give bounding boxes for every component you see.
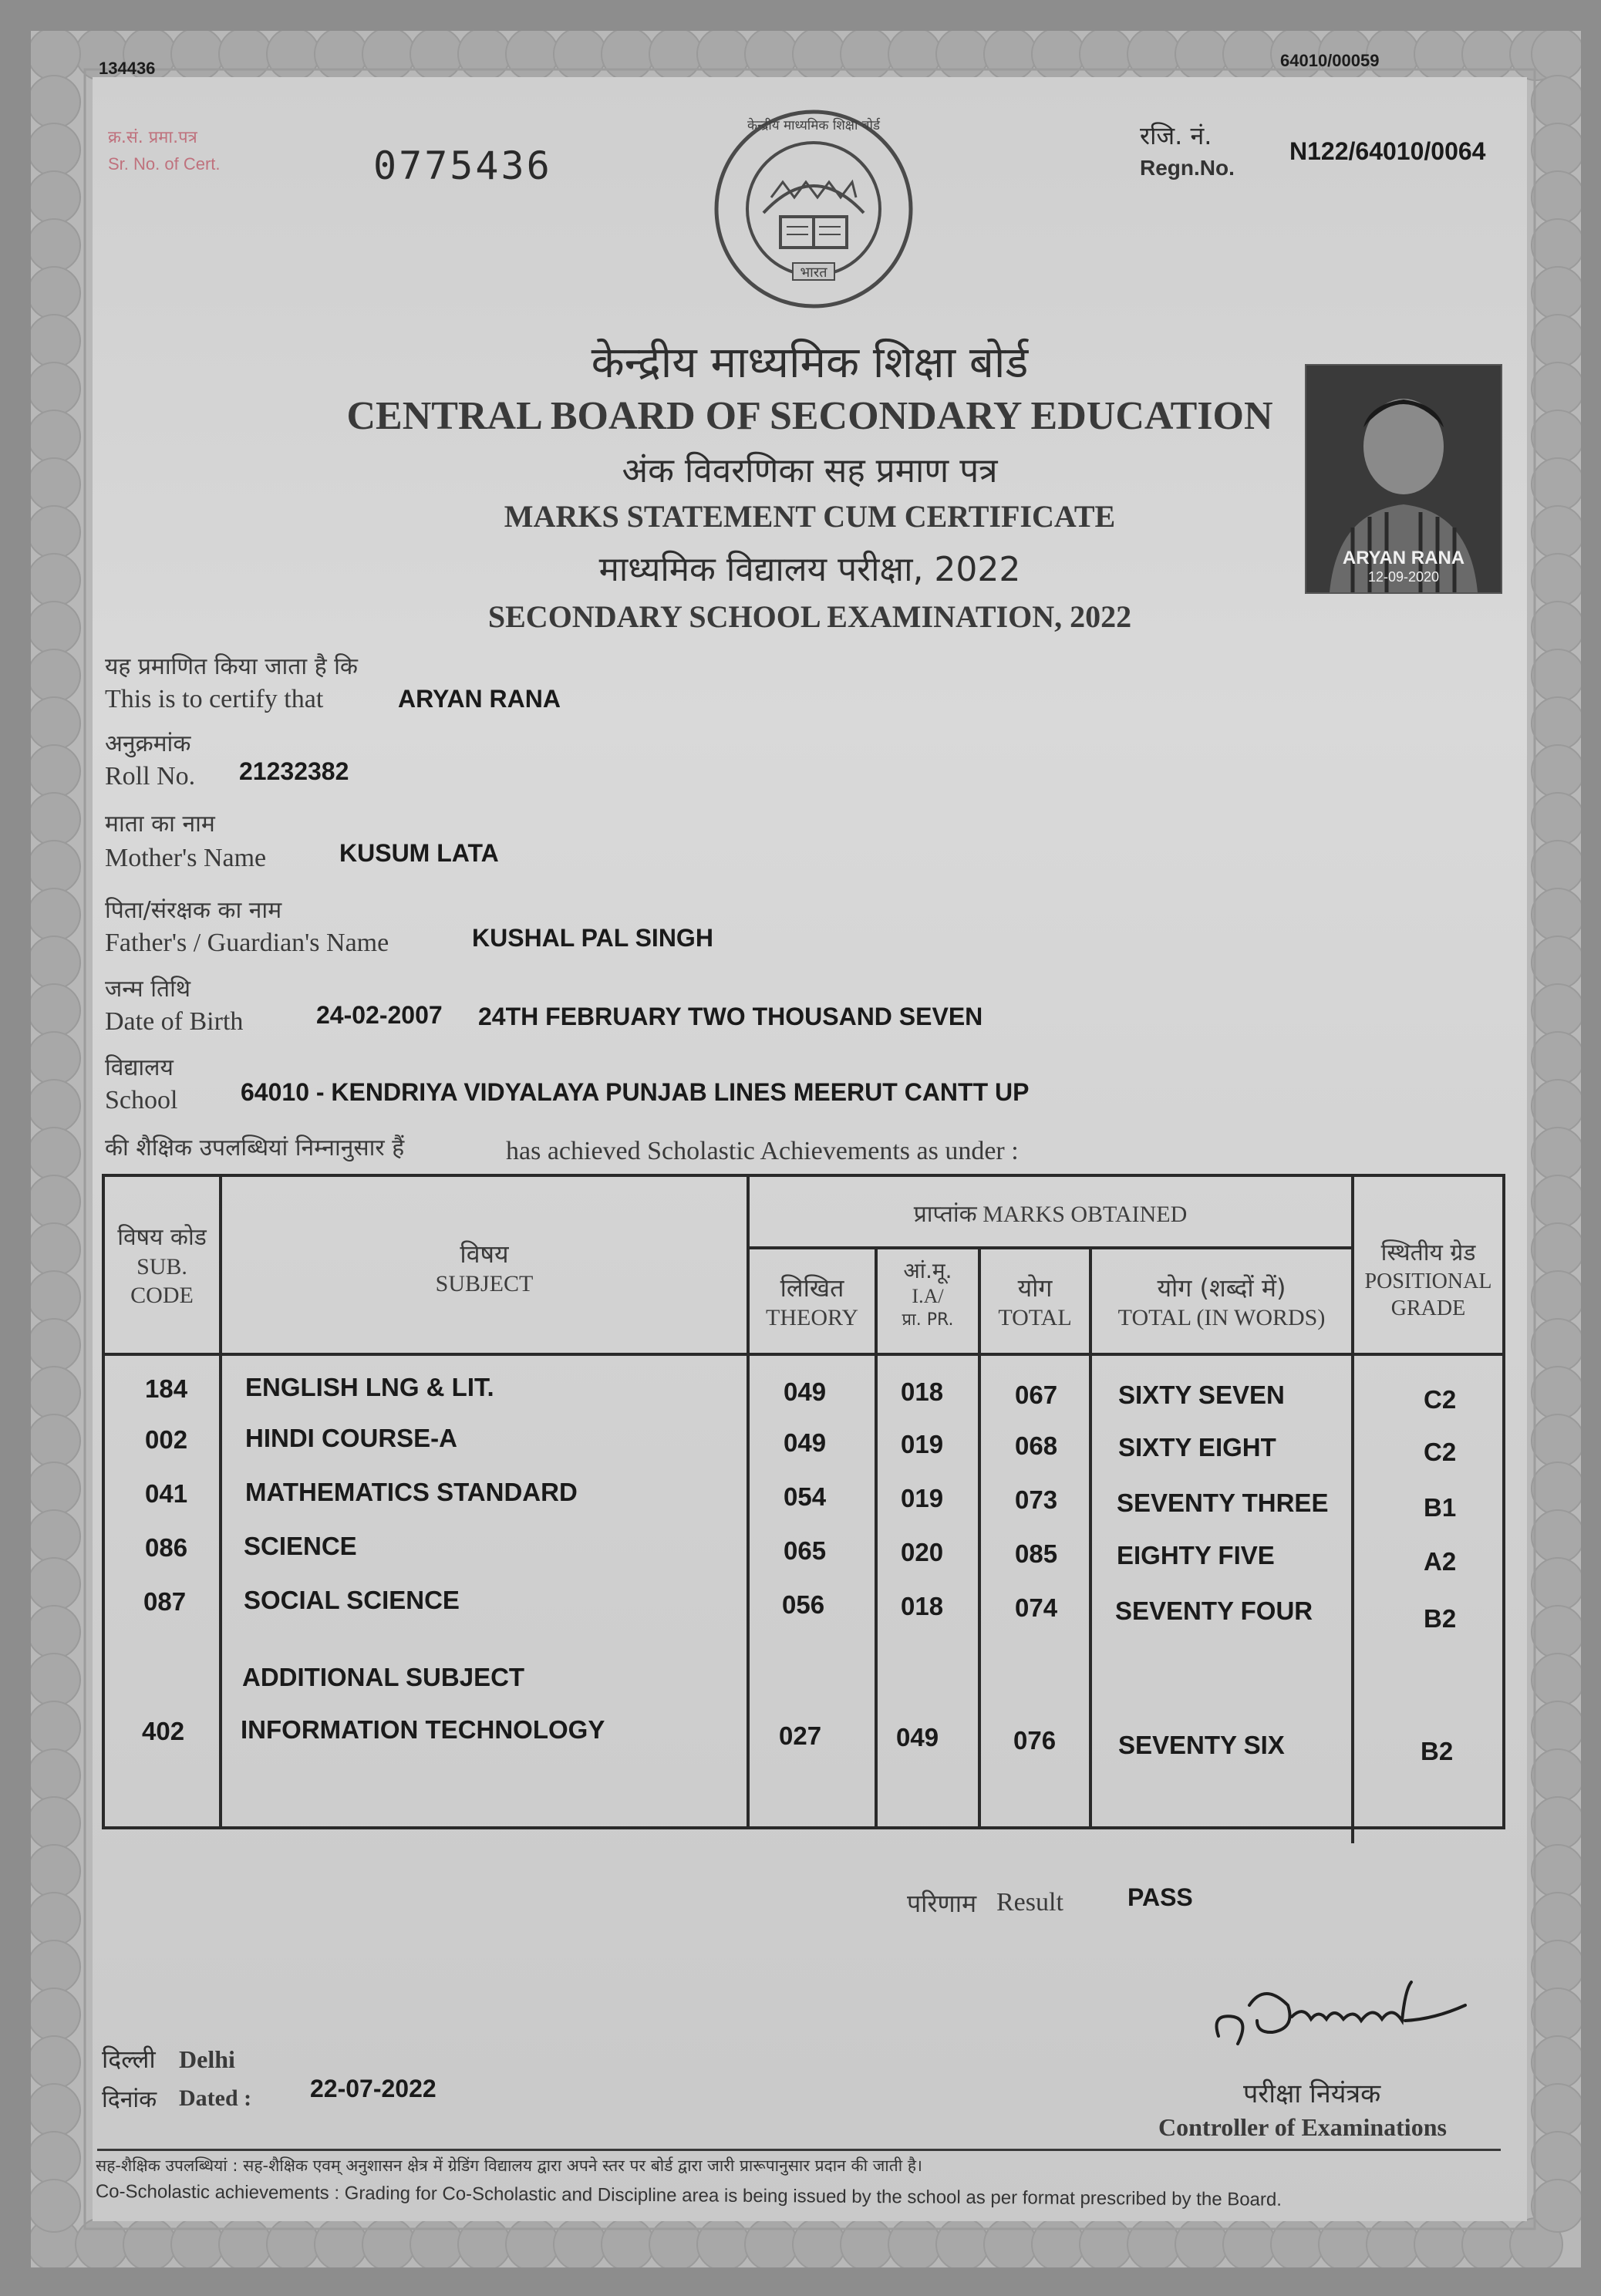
header-ia-en2: प्रा. PR.: [902, 1310, 954, 1330]
header-subject-en: SUBJECT: [435, 1271, 534, 1296]
serial-top-left: 134436: [99, 59, 156, 78]
row-ia: 018: [901, 1377, 944, 1406]
row-grade: B1: [1424, 1493, 1457, 1522]
header-ia: [876, 1257, 979, 1330]
header-code-hi: विषय कोड: [117, 1224, 207, 1251]
row-code: 184: [145, 1374, 188, 1403]
row-code: 402: [142, 1717, 185, 1745]
row-subject: ENGLISH LNG & LIT.: [245, 1373, 494, 1401]
corner-note-line2: Sr. No. of Cert.: [108, 154, 221, 174]
header-words-en: TOTAL (IN WORDS): [1117, 1305, 1326, 1330]
exam-title-hindi: माध्यमिक विद्यालय परीक्षा, 2022: [598, 550, 1021, 589]
header-grade-en1: POSITIONAL: [1364, 1269, 1492, 1293]
row-total: 074: [1015, 1593, 1058, 1622]
row-theory: 056: [782, 1590, 825, 1619]
photo-caption-date: 12-09-2020: [1367, 569, 1440, 585]
candidate-name: ARYAN RANA: [398, 685, 561, 713]
additional-subject-label: ADDITIONAL SUBJECT: [242, 1663, 525, 1691]
row-ia: 018: [901, 1592, 944, 1620]
row-code: 041: [145, 1479, 188, 1508]
school-value: 64010 - KENDRIYA VIDYALAYA PUNJAB LINES MEERUT CANTT UP: [241, 1078, 1030, 1106]
footer-divider: [97, 2149, 1501, 2151]
row-total: 085: [1015, 1539, 1058, 1568]
header-total: [979, 1273, 1090, 1333]
row-words: SEVENTY FOUR: [1115, 1596, 1313, 1625]
roll-label-en: Roll No.: [105, 762, 196, 791]
header-theory: [748, 1273, 876, 1333]
header-code-en1: SUB.: [137, 1253, 187, 1279]
row-total: 073: [1015, 1485, 1058, 1514]
row-subject: MATHEMATICS STANDARD: [245, 1478, 578, 1506]
emblem-bottom-text: भारत: [800, 265, 827, 281]
header-grade-hi: स्थितीय ग्रेड: [1380, 1239, 1476, 1266]
row-grade: B2: [1421, 1737, 1454, 1765]
doc-title-english: MARKS STATEMENT CUM CERTIFICATE: [504, 499, 1116, 534]
row-theory: 065: [784, 1536, 827, 1565]
mother-label-hi: माता का नाम: [105, 811, 215, 838]
row-code: 002: [145, 1425, 188, 1454]
emblem-top-text: केन्द्रीय माध्यमिक शिक्षा बोर्ड: [747, 118, 881, 133]
regn-label-en: Regn.No.: [1140, 156, 1235, 180]
dated-label-hi: दिनांक: [102, 2086, 157, 2113]
place-label-en: Delhi: [179, 2045, 235, 2073]
dob-label-en: Date of Birth: [105, 1007, 244, 1036]
corner-note-line1: क्र.सं. प्रमा.पत्र: [108, 128, 197, 147]
row-grade: A2: [1424, 1547, 1457, 1576]
roll-label-hi: अनुक्रमांक: [105, 730, 191, 757]
header-marks: [748, 1200, 1353, 1229]
header-total-en: TOTAL: [998, 1305, 1072, 1330]
header-total-hi: योग: [1017, 1273, 1053, 1303]
dob-words: 24TH FEBRUARY TWO THOUSAND SEVEN: [478, 1003, 983, 1030]
row-words: SIXTY SEVEN: [1118, 1381, 1285, 1409]
header-ia-en1: I.A/: [912, 1285, 944, 1307]
doc-title-hindi: अंक विवरणिका सह प्रमाण पत्र: [622, 451, 998, 491]
header-theory-en: THEORY: [766, 1305, 858, 1330]
header-grade-en2: GRADE: [1390, 1296, 1466, 1320]
header-theory-hi: लिखित: [780, 1273, 844, 1303]
header-subject-hi: विषय: [460, 1239, 509, 1269]
regn-number: N122/64010/0064: [1289, 137, 1486, 165]
header-ia-hi: आं.मू.: [903, 1258, 952, 1283]
row-words: EIGHTY FIVE: [1117, 1541, 1275, 1569]
photo-caption-name: ARYAN RANA: [1342, 548, 1465, 568]
header-marks-en: MARKS OBTAINED: [983, 1202, 1188, 1227]
row-ia: 049: [896, 1723, 939, 1752]
school-label-hi: विद्यालय: [105, 1054, 174, 1081]
row-total: 076: [1013, 1726, 1057, 1755]
header-words: [1090, 1273, 1353, 1333]
row-total: 067: [1015, 1381, 1058, 1409]
row-ia: 019: [901, 1430, 944, 1458]
row-theory: 049: [784, 1377, 827, 1406]
row-words: SEVENTY SIX: [1118, 1731, 1285, 1759]
note-hindi: सह-शैक्षिक उपलब्धियां : सह-शैक्षिक एवम् अनुशासन क्षेत्र में ग्रेडिंग विद्यालय द्वारा अपने स्तर पर बोर्ड द्वारा जारी प्रारूपानुसार प्रदान की जाती है।: [96, 2156, 922, 2175]
father-label-hi: पिता/संरक्षक का नाम: [105, 897, 282, 924]
controller-title-hi: परीक्षा नियंत्रक: [1243, 2079, 1381, 2109]
row-grade: C2: [1424, 1385, 1457, 1414]
row-subject: SCIENCE: [244, 1532, 357, 1560]
row-grade: C2: [1424, 1438, 1457, 1466]
board-title-english: CENTRAL BOARD OF SECONDARY EDUCATION: [346, 394, 1273, 438]
row-ia: 020: [901, 1538, 944, 1566]
row-code: 087: [143, 1587, 187, 1616]
row-theory: 027: [779, 1721, 822, 1750]
header-code: [103, 1223, 221, 1310]
roll-number: 21232382: [239, 757, 349, 785]
dob-value: 24-02-2007: [316, 1001, 443, 1029]
row-subject: SOCIAL SCIENCE: [244, 1586, 460, 1614]
father-label-en: Father's / Guardian's Name: [105, 929, 389, 957]
row-code: 086: [145, 1533, 188, 1562]
regn-label-hi: रजि. नं.: [1140, 121, 1212, 150]
note-english: Co-Scholastic achievements : Grading for Co-Scholastic and Discipline area is being issued by the school as per format prescribed by the Board.: [95, 2181, 1282, 2210]
dated-label-en: Dated :: [179, 2085, 252, 2111]
row-ia: 019: [901, 1484, 944, 1512]
achieved-label-en: has achieved Scholastic Achievements as under :: [506, 1137, 1019, 1165]
result-label-en: Result: [996, 1888, 1063, 1917]
certify-label-hi: यह प्रमाणित किया जाता है कि: [105, 653, 358, 680]
mother-label-en: Mother's Name: [105, 844, 267, 872]
controller-title-en: Controller of Examinations: [1158, 2113, 1447, 2141]
certificate-number: 0775436: [373, 143, 552, 188]
row-theory: 054: [784, 1482, 827, 1511]
board-title-hindi: केन्द्रीय माध्यमिक शिक्षा बोर्ड: [591, 338, 1029, 388]
header-subject: [221, 1239, 748, 1299]
row-words: SIXTY EIGHT: [1118, 1433, 1276, 1462]
header-grade: [1353, 1239, 1504, 1322]
controller-signature: [1203, 1974, 1481, 2059]
row-words: SEVENTY THREE: [1117, 1489, 1329, 1517]
school-label-en: School: [105, 1086, 178, 1114]
row-subject: HINDI COURSE-A: [245, 1424, 458, 1452]
row-total: 068: [1015, 1431, 1058, 1460]
result-value: PASS: [1127, 1883, 1193, 1911]
certify-label-en: This is to certify that: [105, 685, 324, 713]
place-label-hi: दिल्ली: [102, 2045, 156, 2074]
serial-top-right: 64010/00059: [1280, 51, 1380, 70]
row-theory: 049: [784, 1428, 827, 1457]
row-grade: B2: [1424, 1604, 1457, 1633]
header-marks-hi: प्राप्तांक: [913, 1201, 977, 1228]
father-name: KUSHAL PAL SINGH: [472, 924, 713, 952]
header-code-en2: CODE: [130, 1283, 194, 1308]
issue-date: 22-07-2022: [310, 2075, 436, 2102]
result-label-hi: परिणाम: [907, 1889, 977, 1918]
header-words-hi: योग (शब्दों में): [1157, 1273, 1286, 1303]
row-subject: INFORMATION TECHNOLOGY: [241, 1715, 605, 1744]
exam-title-english: SECONDARY SCHOOL EXAMINATION, 2022: [487, 599, 1132, 634]
dob-label-hi: जन्म तिथि: [105, 976, 191, 1003]
achieved-label-hi: की शैक्षिक उपलब्धियां निम्नानुसार हैं: [105, 1135, 405, 1161]
mother-name: KUSUM LATA: [339, 839, 499, 867]
